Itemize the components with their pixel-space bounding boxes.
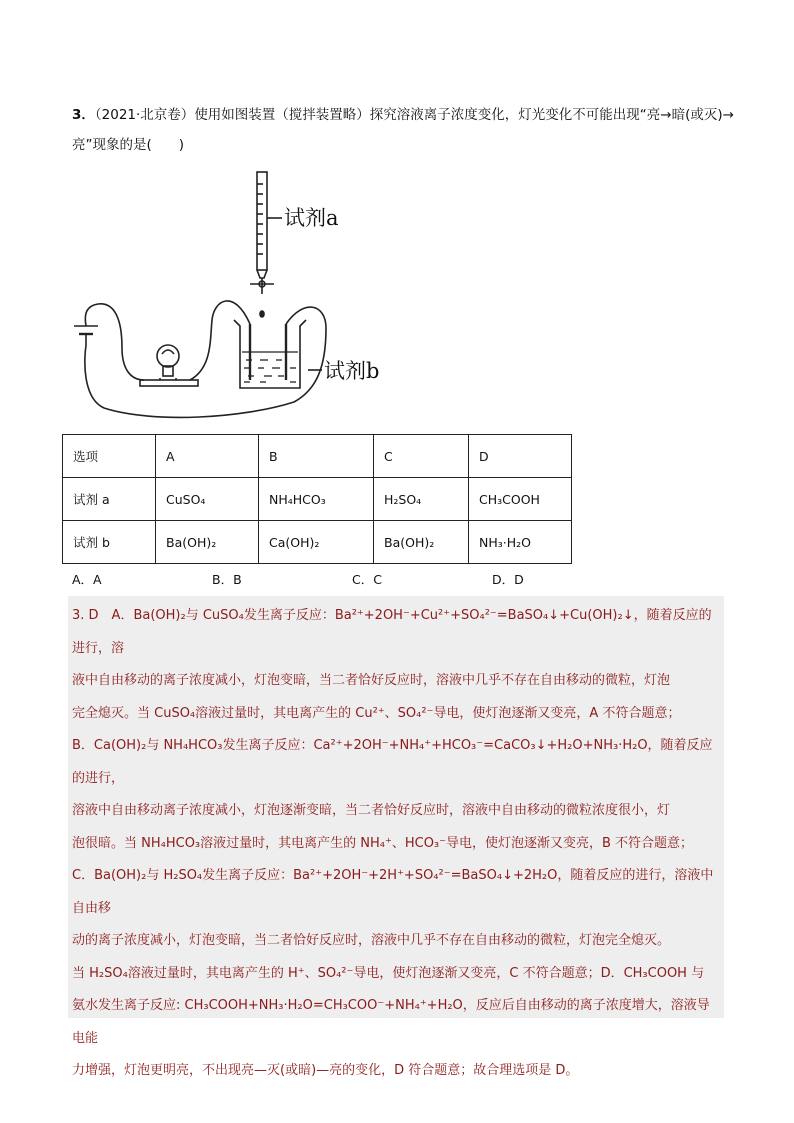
answer-line: B．Ca(OH)₂与 NH₄HCO₃发生离子反应：Ca²⁺+2OH⁻+NH₄⁺+HCO₃⁻=CaCO₃↓+H₂O+NH₃·H₂O，随着反应的进行， [72, 738, 713, 786]
answer-line: 3. D A．Ba(OH)₂与 CuSO₄发生离子反应：Ba²⁺+2OH⁻+Cu²⁺+SO₄²⁻=BaSO₄↓+Cu(OH)₂↓，随着反应的进行，溶 [72, 608, 712, 656]
answer-line: 当 H₂SO₄溶液过量时，其电离产生的 H⁺、SO₄²⁻导电，使灯泡逐渐又变亮，C 不符合题意；D．CH₃COOH 与 [72, 965, 705, 981]
table-cell: Ca(OH)₂ [259, 521, 374, 564]
answer-line: 力增强，灯泡更明亮，不出现亮—灭(或暗)—亮的变化，D 符合题意；故合理选项是 D。 [72, 1063, 579, 1078]
table-cell: C [374, 435, 469, 478]
table-cell: A [156, 435, 259, 478]
choice-a[interactable]: A．A [72, 572, 102, 587]
answer-line: 氨水发生离子反应: CH₃COOH+NH₃·H₂O=CH₃COO⁻+NH₄⁺+H₂O，反应后自由移动的离子浓度增大，溶液导电能 [72, 998, 710, 1046]
choice-d[interactable]: D．D [492, 572, 524, 587]
beaker [234, 320, 306, 388]
table-row [63, 521, 572, 564]
question-number: 3． [72, 107, 95, 123]
table-cell: 试剂 a [63, 478, 156, 521]
table-row [63, 478, 572, 521]
answer-line: 液中自由移动的离子浓度减小，灯泡变暗，当二者恰好反应时，溶液中几乎不存在自由移动的微粒，灯泡 [72, 673, 671, 688]
table-cell: Ba(OH)₂ [374, 521, 469, 564]
label-reagent-a: 试剂a [284, 206, 339, 230]
question-text-1: 使用如图装置（搅拌装置略）探究溶液离子浓度变化，灯光变化不可能出现“亮→暗(或灭)→ [194, 107, 734, 123]
question-stem [72, 100, 752, 160]
question-line-1 [72, 100, 752, 130]
answer-line: 溶液中自由移动离子浓度减小，灯泡逐渐变暗，当二者恰好反应时，溶液中自由移动的微粒浓度很小，灯 [72, 803, 671, 818]
answer-line: 完全熄灭。当 CuSO₄溶液过量时，其电离产生的 Cu²⁺、SO₄²⁻导电，使灯泡逐渐又变亮，A 不符合题意； [72, 705, 681, 721]
table-cell: NH₄HCO₃ [259, 478, 374, 521]
table-cell: D [469, 435, 572, 478]
table-cell: H₂SO₄ [374, 478, 469, 521]
burette [257, 172, 267, 270]
question-source: （2021·北京卷） [94, 107, 195, 123]
table-cell: NH₃·H₂O [469, 521, 572, 564]
apparatus-figure [64, 168, 404, 424]
table-cell: 试剂 b [63, 521, 156, 564]
table-cell: Ba(OH)₂ [156, 521, 259, 564]
answer-choices [72, 570, 632, 588]
answer-line: C．Ba(OH)₂与 H₂SO₄发生离子反应：Ba²⁺+2OH⁻+2H⁺+SO₄²⁻=BaSO₄↓+2H₂O，随着反应的进行，溶液中自由移 [72, 868, 714, 916]
table-cell: CH₃COOH [469, 478, 572, 521]
options-table [62, 434, 572, 564]
choice-c[interactable]: C．C [352, 572, 382, 587]
table-cell: B [259, 435, 374, 478]
choice-b[interactable]: B．B [212, 572, 242, 587]
answer-line: 动的离子浓度减小，灯泡变暗，当二者恰好反应时，溶液中几乎不存在自由移动的微粒，灯泡完全熄灭。 [72, 933, 671, 948]
table-cell: 选项 [63, 435, 156, 478]
answer-explanation [68, 596, 724, 1078]
label-reagent-b: 试剂b [324, 359, 380, 383]
answer-line: 泡很暗。当 NH₄HCO₃溶液过量时，其电离产生的 NH₄⁺、HCO₃⁻导电，使灯泡逐渐又变亮，B 不符合题意； [72, 835, 694, 851]
table-cell: CuSO₄ [156, 478, 259, 521]
lamp-board [140, 380, 198, 386]
bulb [157, 345, 179, 367]
question-text-2: 亮”现象的是( ) [72, 137, 185, 153]
table-row [63, 435, 572, 478]
